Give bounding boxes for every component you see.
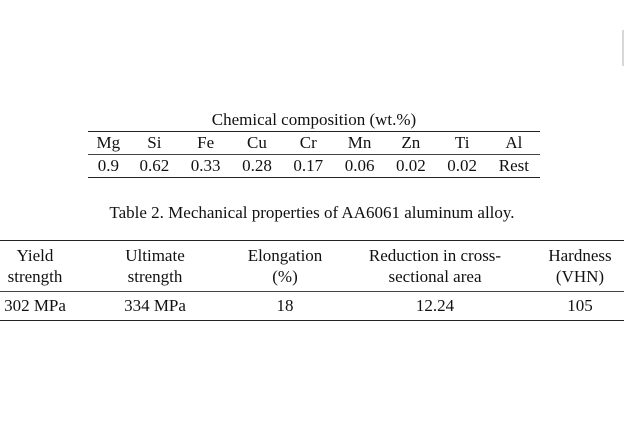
table1-value-mn: 0.06 (334, 155, 385, 178)
table1-header-mn: Mn (334, 132, 385, 155)
table1-header-al: Al (488, 132, 540, 155)
table2-value-ultimate-strength: 334 MPa (90, 292, 220, 321)
table1-value-fe: 0.33 (180, 155, 231, 178)
table2-header-hardness: Hardness (VHN) (520, 241, 624, 292)
table1-value-cu: 0.28 (231, 155, 282, 178)
table1-header-zn: Zn (385, 132, 436, 155)
table1-header-mg: Mg (88, 132, 129, 155)
table2-header-row (0, 241, 624, 292)
table1-value-si: 0.62 (129, 155, 180, 178)
table1-value-cr: 0.17 (283, 155, 334, 178)
table2-value-elongation: 18 (220, 292, 350, 321)
table2-header-yield-strength: Yield strength (0, 241, 90, 292)
table1-value-al: Rest (488, 155, 540, 178)
table2-value-hardness: 105 (520, 292, 624, 321)
table2-value-yield-strength: 302 MPa (0, 292, 90, 321)
table1-value-row (88, 155, 540, 178)
table1-header-cu: Cu (231, 132, 282, 155)
table2-value-row (0, 292, 624, 321)
table2-value-reduction-area: 12.24 (350, 292, 520, 321)
table1-header-si: Si (129, 132, 180, 155)
table1-header-row (88, 132, 540, 155)
table1-header-fe: Fe (180, 132, 231, 155)
table1-value-ti: 0.02 (437, 155, 488, 178)
table1-caption: Chemical composition (wt.%) (211, 110, 417, 129)
table2-header-elongation: Elongation (%) (220, 241, 350, 292)
table1-header-ti: Ti (437, 132, 488, 155)
mechanical-properties-table (0, 240, 624, 321)
table2-header-ultimate-strength: Ultimate strength (90, 241, 220, 292)
table2-caption: Table 2. Mechanical properties of AA6061 aluminum alloy. (109, 203, 515, 222)
table1-header-cr: Cr (283, 132, 334, 155)
table1-value-mg: 0.9 (88, 155, 129, 178)
chemical-composition-table (88, 131, 540, 178)
table2-header-reduction-area: Reduction in cross- sectional area (350, 241, 520, 292)
table1-value-zn: 0.02 (385, 155, 436, 178)
